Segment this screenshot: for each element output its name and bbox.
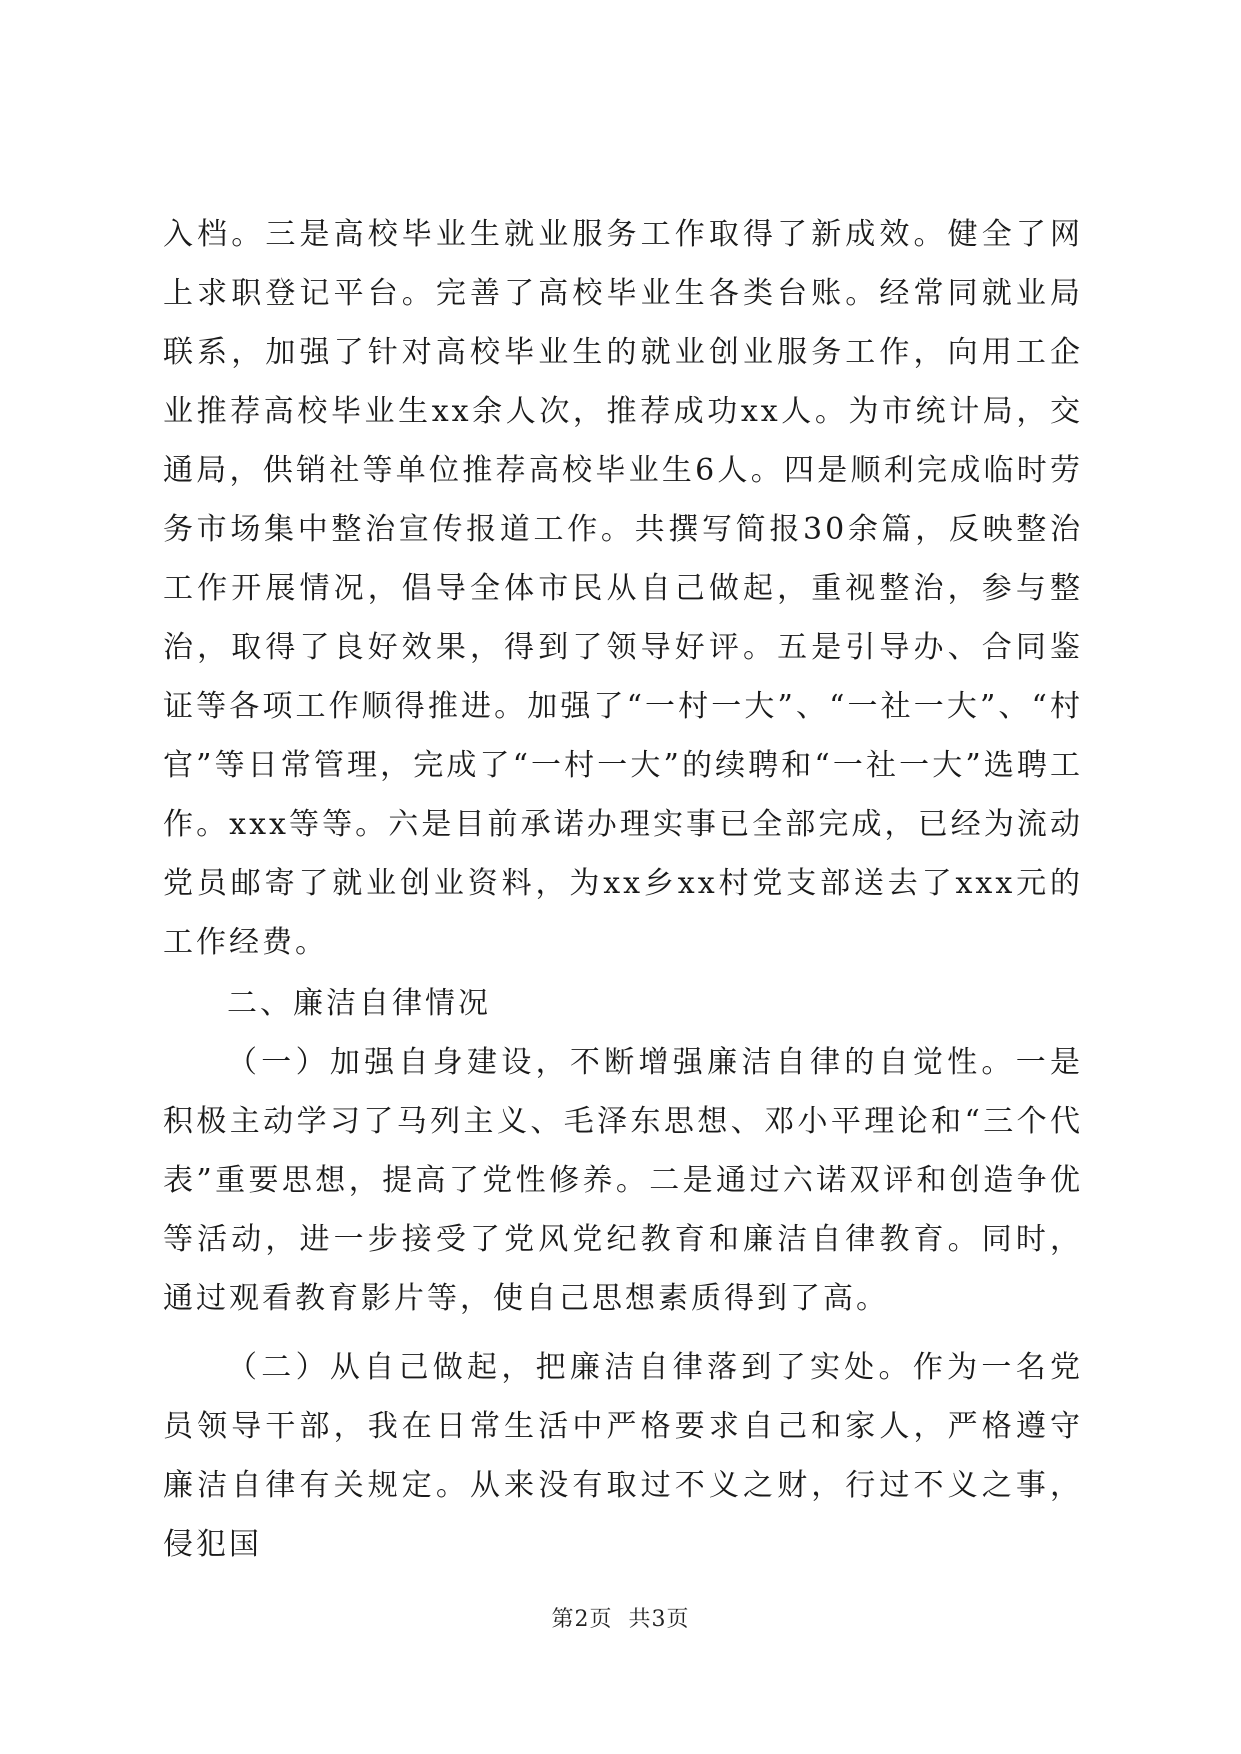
total-pages: 共3页 [628,1607,690,1632]
current-page-number: 第2页 [551,1607,613,1632]
paragraph-sub-two: （二）从自己做起，把廉洁自律落到了实处。作为一名党员领导干部，我在日常生活中严格要求自己和家人，严格遵守廉洁自律有关规定。从来没有取过不义之财，行过不义之事，侵犯国 [163,1350,1083,1562]
paragraph-spacer [163,1328,1083,1338]
section-heading: 二、廉洁自律情况 [227,986,491,1021]
paragraph-sub-one: （一）加强自身建设，不断增强廉洁自律的自觉性。一是积极主动学习了马列主义、毛泽东思想、邓小平理论和“三个代表”重要思想，提高了党性修养。二是通过六诺双评和创造争优等活动，进一步接受了党风党纪教育和廉洁自律教育。同时，通过观看教育影片等，使自己思想素质得到了高。 [163,1045,1083,1316]
page-footer [0,1602,1241,1633]
paragraph-continuation: 入档。三是高校毕业生就业服务工作取得了新成效。健全了网上求职登记平台。完善了高校毕业生各类台账。经常同就业局联系，加强了针对高校毕业生的就业创业服务工作，向用工企业推荐高校毕业生xx余人次，推荐成功xx人。为市统计局，交通局，供销社等单位推荐高校毕业生6人。四是顺利完成临时劳务市场集中整治宣传报道工作。共撰写简报30余篇，反映整治工作开展情况，倡导全体市民从自己做起，重视整治，参与整治，取得了良好效果，得到了领导好评。五是引导办、合同鉴证等各项工作顺得推进。加强了“一村一大”、“一社一大”、“村官”等日常管理，完成了“一村一大”的续聘和“一社一大”选聘工作。xxx等等。六是目前承诺办理实事已全部完成，已经为流动党员邮寄了就业创业资料，为xx乡xx村党支部送去了xxx元的工作经费。 [163,217,1083,960]
document-body [163,205,1083,1574]
